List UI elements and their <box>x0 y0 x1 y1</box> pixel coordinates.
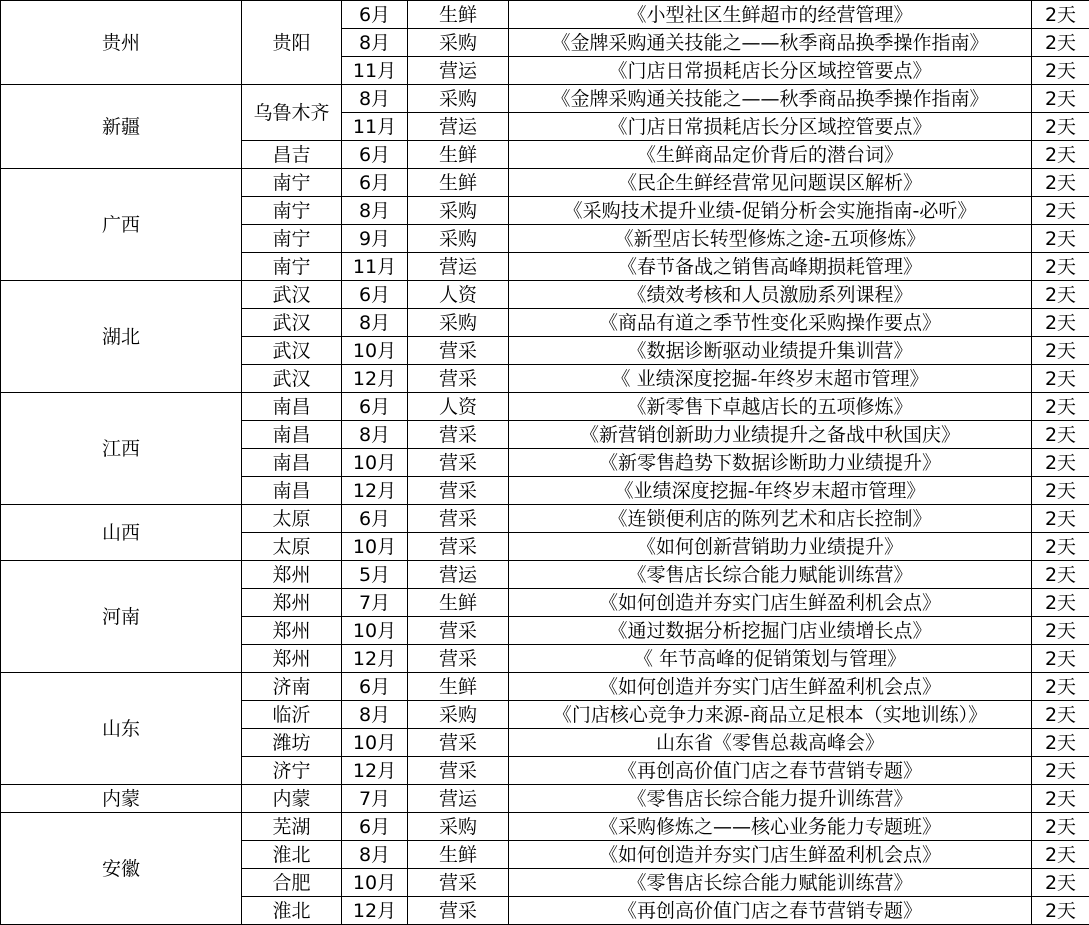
city-cell: 武汉 <box>242 281 342 309</box>
category-cell: 营采 <box>408 869 509 897</box>
category-cell: 营采 <box>408 505 509 533</box>
course-cell: 《采购技术提升业绩-促销分析会实施指南-必听》 <box>509 197 1032 225</box>
city-cell: 南宁 <box>242 253 342 281</box>
month-cell: 8月 <box>342 309 408 337</box>
month-cell: 5月 <box>342 561 408 589</box>
course-cell: 《小型社区生鲜超市的经营管理》 <box>509 1 1032 29</box>
province-cell: 新疆 <box>1 85 242 169</box>
month-cell: 6月 <box>342 813 408 841</box>
duration-cell: 2天 <box>1032 813 1089 841</box>
course-cell: 《新型店长转型修炼之途-五项修炼》 <box>509 225 1032 253</box>
month-cell: 10月 <box>342 533 408 561</box>
city-cell: 郑州 <box>242 589 342 617</box>
course-cell: 《零售店长综合能力赋能训练营》 <box>509 561 1032 589</box>
course-cell: 《门店日常损耗店长分区域控管要点》 <box>509 57 1032 85</box>
course-cell: 《如何创造并夯实门店生鲜盈利机会点》 <box>509 673 1032 701</box>
duration-cell: 2天 <box>1032 281 1089 309</box>
duration-cell: 2天 <box>1032 337 1089 365</box>
city-cell: 南昌 <box>242 421 342 449</box>
course-cell: 《如何创新营销助力业绩提升》 <box>509 533 1032 561</box>
duration-cell: 2天 <box>1032 561 1089 589</box>
city-cell: 临沂 <box>242 701 342 729</box>
table-row <box>1 505 1089 533</box>
category-cell: 采购 <box>408 309 509 337</box>
course-cell: 《如何创造并夯实门店生鲜盈利机会点》 <box>509 589 1032 617</box>
city-cell: 太原 <box>242 505 342 533</box>
month-cell: 8月 <box>342 197 408 225</box>
city-cell: 合肥 <box>242 869 342 897</box>
category-cell: 营采 <box>408 617 509 645</box>
city-cell: 乌鲁木齐 <box>242 85 342 141</box>
course-cell: 《绩效考核和人员激励系列课程》 <box>509 281 1032 309</box>
month-cell: 9月 <box>342 225 408 253</box>
course-cell: 《零售店长综合能力赋能训练营》 <box>509 869 1032 897</box>
category-cell: 采购 <box>408 701 509 729</box>
category-cell: 营运 <box>408 253 509 281</box>
city-cell: 淮北 <box>242 897 342 925</box>
category-cell: 营采 <box>408 533 509 561</box>
table-row <box>1 281 1089 309</box>
province-cell: 河南 <box>1 561 242 673</box>
course-cell: 《通过数据分析挖掘门店业绩增长点》 <box>509 617 1032 645</box>
duration-cell: 2天 <box>1032 197 1089 225</box>
category-cell: 营运 <box>408 57 509 85</box>
duration-cell: 2天 <box>1032 785 1089 813</box>
month-cell: 10月 <box>342 617 408 645</box>
course-cell: 《零售店长综合能力提升训练营》 <box>509 785 1032 813</box>
category-cell: 营运 <box>408 785 509 813</box>
city-cell: 济南 <box>242 673 342 701</box>
city-cell: 武汉 <box>242 337 342 365</box>
city-cell: 芜湖 <box>242 813 342 841</box>
category-cell: 采购 <box>408 813 509 841</box>
city-cell: 南昌 <box>242 477 342 505</box>
course-cell: 《民企生鲜经营常见问题误区解析》 <box>509 169 1032 197</box>
category-cell: 生鲜 <box>408 673 509 701</box>
city-cell: 南昌 <box>242 393 342 421</box>
course-cell: 《新零售下卓越店长的五项修炼》 <box>509 393 1032 421</box>
month-cell: 10月 <box>342 869 408 897</box>
city-cell: 武汉 <box>242 365 342 393</box>
city-cell: 淮北 <box>242 841 342 869</box>
month-cell: 12月 <box>342 897 408 925</box>
course-cell: 《 年节高峰的促销策划与管理》 <box>509 645 1032 673</box>
month-cell: 11月 <box>342 253 408 281</box>
course-cell: 《门店日常损耗店长分区域控管要点》 <box>509 113 1032 141</box>
table-row <box>1 85 1089 113</box>
month-cell: 12月 <box>342 757 408 785</box>
province-cell: 湖北 <box>1 281 242 393</box>
duration-cell: 2天 <box>1032 645 1089 673</box>
category-cell: 采购 <box>408 85 509 113</box>
course-cell: 《金牌采购通关技能之——秋季商品换季操作指南》 <box>509 29 1032 57</box>
month-cell: 8月 <box>342 421 408 449</box>
month-cell: 8月 <box>342 841 408 869</box>
duration-cell: 2天 <box>1032 701 1089 729</box>
province-cell: 贵州 <box>1 1 242 85</box>
duration-cell: 2天 <box>1032 225 1089 253</box>
month-cell: 6月 <box>342 673 408 701</box>
course-cell: 《新营销创新助力业绩提升之备战中秋国庆》 <box>509 421 1032 449</box>
city-cell: 南昌 <box>242 449 342 477</box>
category-cell: 人资 <box>408 393 509 421</box>
province-cell: 山东 <box>1 673 242 785</box>
city-cell: 武汉 <box>242 309 342 337</box>
course-cell: 《新零售趋势下数据诊断助力业绩提升》 <box>509 449 1032 477</box>
duration-cell: 2天 <box>1032 365 1089 393</box>
province-cell: 山西 <box>1 505 242 561</box>
table-row <box>1 785 1089 813</box>
duration-cell: 2天 <box>1032 253 1089 281</box>
month-cell: 8月 <box>342 85 408 113</box>
category-cell: 营采 <box>408 365 509 393</box>
category-cell: 营采 <box>408 645 509 673</box>
province-cell: 内蒙 <box>1 785 242 813</box>
course-cell: 《如何创造并夯实门店生鲜盈利机会点》 <box>509 841 1032 869</box>
month-cell: 10月 <box>342 729 408 757</box>
table-row <box>1 561 1089 589</box>
month-cell: 12月 <box>342 365 408 393</box>
duration-cell: 2天 <box>1032 113 1089 141</box>
course-cell: 《门店核心竞争力来源-商品立足根本（实地训练）》 <box>509 701 1032 729</box>
month-cell: 6月 <box>342 1 408 29</box>
course-cell: 《数据诊断驱动业绩提升集训营》 <box>509 337 1032 365</box>
month-cell: 8月 <box>342 29 408 57</box>
table-row <box>1 169 1089 197</box>
month-cell: 6月 <box>342 393 408 421</box>
city-cell: 南宁 <box>242 197 342 225</box>
month-cell: 6月 <box>342 141 408 169</box>
category-cell: 生鲜 <box>408 141 509 169</box>
city-cell: 南宁 <box>242 225 342 253</box>
month-cell: 6月 <box>342 169 408 197</box>
duration-cell: 2天 <box>1032 85 1089 113</box>
duration-cell: 2天 <box>1032 29 1089 57</box>
category-cell: 营采 <box>408 729 509 757</box>
month-cell: 7月 <box>342 785 408 813</box>
duration-cell: 2天 <box>1032 841 1089 869</box>
category-cell: 营运 <box>408 113 509 141</box>
category-cell: 营采 <box>408 449 509 477</box>
duration-cell: 2天 <box>1032 897 1089 925</box>
table-row <box>1 813 1089 841</box>
duration-cell: 2天 <box>1032 757 1089 785</box>
category-cell: 营运 <box>408 561 509 589</box>
category-cell: 营采 <box>408 757 509 785</box>
duration-cell: 2天 <box>1032 393 1089 421</box>
category-cell: 采购 <box>408 225 509 253</box>
category-cell: 生鲜 <box>408 1 509 29</box>
category-cell: 生鲜 <box>408 841 509 869</box>
province-cell: 安徽 <box>1 813 242 925</box>
duration-cell: 2天 <box>1032 533 1089 561</box>
duration-cell: 2天 <box>1032 57 1089 85</box>
table-row <box>1 1 1089 29</box>
course-cell: 《连锁便利店的陈列艺术和店长控制》 <box>509 505 1032 533</box>
province-cell: 江西 <box>1 393 242 505</box>
duration-cell: 2天 <box>1032 617 1089 645</box>
course-cell: 山东省《零售总裁高峰会》 <box>509 729 1032 757</box>
province-cell: 广西 <box>1 169 242 281</box>
city-cell: 昌吉 <box>242 141 342 169</box>
duration-cell: 2天 <box>1032 505 1089 533</box>
duration-cell: 2天 <box>1032 421 1089 449</box>
month-cell: 11月 <box>342 113 408 141</box>
month-cell: 10月 <box>342 449 408 477</box>
course-cell: 《生鲜商品定价背后的潜台词》 <box>509 141 1032 169</box>
category-cell: 生鲜 <box>408 169 509 197</box>
duration-cell: 2天 <box>1032 449 1089 477</box>
duration-cell: 2天 <box>1032 729 1089 757</box>
duration-cell: 2天 <box>1032 589 1089 617</box>
category-cell: 营采 <box>408 477 509 505</box>
city-cell: 郑州 <box>242 617 342 645</box>
city-cell: 郑州 <box>242 645 342 673</box>
month-cell: 6月 <box>342 281 408 309</box>
city-cell: 郑州 <box>242 561 342 589</box>
month-cell: 11月 <box>342 57 408 85</box>
course-cell: 《商品有道之季节性变化采购操作要点》 <box>509 309 1032 337</box>
course-cell: 《金牌采购通关技能之——秋季商品换季操作指南》 <box>509 85 1032 113</box>
table-row <box>1 673 1089 701</box>
duration-cell: 2天 <box>1032 869 1089 897</box>
table-body <box>1 1 1089 925</box>
duration-cell: 2天 <box>1032 141 1089 169</box>
month-cell: 12月 <box>342 477 408 505</box>
category-cell: 营采 <box>408 897 509 925</box>
course-cell: 《业绩深度挖掘-年终岁末超市管理》 <box>509 477 1032 505</box>
category-cell: 采购 <box>408 29 509 57</box>
month-cell: 10月 <box>342 337 408 365</box>
duration-cell: 2天 <box>1032 477 1089 505</box>
course-cell: 《 业绩深度挖掘-年终岁末超市管理》 <box>509 365 1032 393</box>
table-row <box>1 393 1089 421</box>
course-cell: 《再创高价值门店之春节营销专题》 <box>509 897 1032 925</box>
category-cell: 人资 <box>408 281 509 309</box>
course-cell: 《再创高价值门店之春节营销专题》 <box>509 757 1032 785</box>
month-cell: 7月 <box>342 589 408 617</box>
category-cell: 生鲜 <box>408 589 509 617</box>
course-cell: 《采购修炼之——核心业务能力专题班》 <box>509 813 1032 841</box>
duration-cell: 2天 <box>1032 1 1089 29</box>
duration-cell: 2天 <box>1032 673 1089 701</box>
city-cell: 潍坊 <box>242 729 342 757</box>
city-cell: 贵阳 <box>242 1 342 85</box>
city-cell: 济宁 <box>242 757 342 785</box>
duration-cell: 2天 <box>1032 169 1089 197</box>
duration-cell: 2天 <box>1032 309 1089 337</box>
city-cell: 太原 <box>242 533 342 561</box>
category-cell: 营采 <box>408 421 509 449</box>
month-cell: 6月 <box>342 505 408 533</box>
course-cell: 《春节备战之销售高峰期损耗管理》 <box>509 253 1032 281</box>
month-cell: 12月 <box>342 645 408 673</box>
city-cell: 内蒙 <box>242 785 342 813</box>
month-cell: 8月 <box>342 701 408 729</box>
city-cell: 南宁 <box>242 169 342 197</box>
category-cell: 采购 <box>408 197 509 225</box>
category-cell: 营采 <box>408 337 509 365</box>
